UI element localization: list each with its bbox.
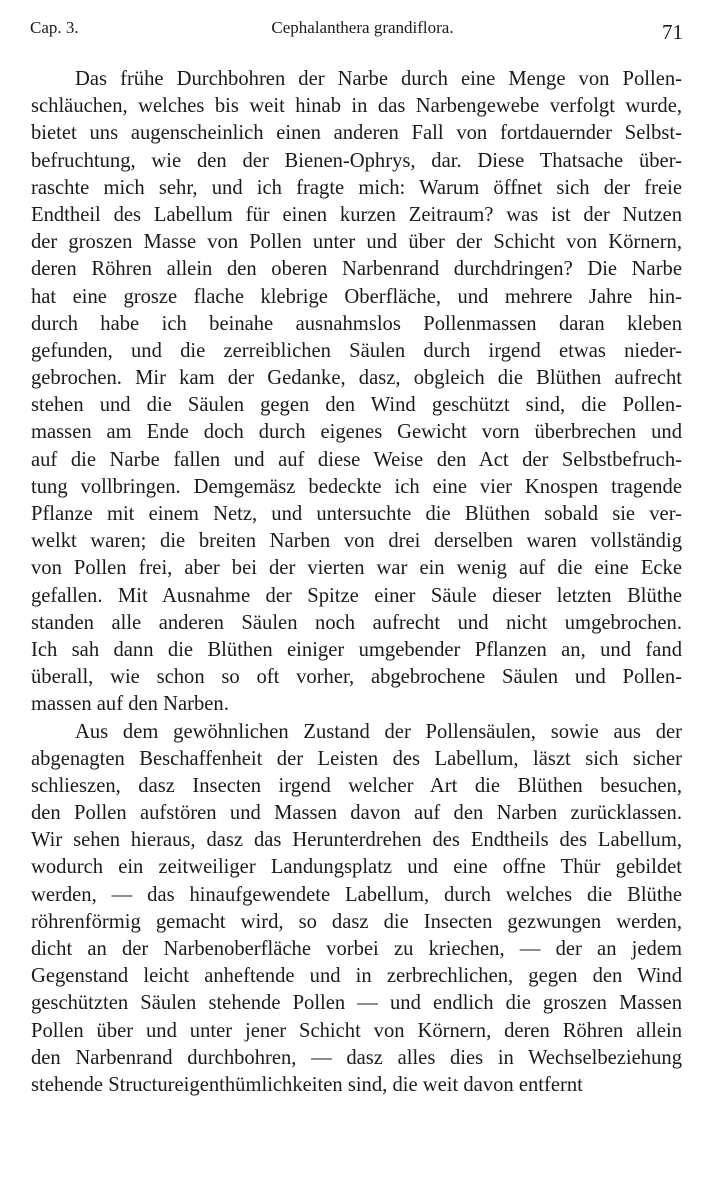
text-line: hat eine grosze flache klebrige Oberfläche, und mehrere Jahre hin-	[31, 285, 682, 308]
text-line: befruchtung, wie den der Bienen-Ophrys, dar. Diese Thatsache über-	[31, 149, 682, 172]
text-line: Wir sehen hieraus, dasz das Herunterdrehen des Endtheils des Labellum,	[31, 829, 682, 852]
paragraph	[31, 719, 682, 1100]
text-line: Das frühe Durchbohren der Narbe durch eine Menge von Pollen-	[75, 68, 682, 90]
text-line: wodurch ein zeitweiliger Landungsplatz und eine offne Thür gebildet	[31, 856, 682, 879]
text-line: auf die Narbe fallen und auf diese Weise den Act der Selbstbefruch-	[31, 448, 682, 471]
text-line: dicht an der Narbenoberfläche vorbei zu kriechen, — der an jedem	[31, 938, 682, 960]
text-line: überall, wie schon so oft vorher, abgebrochene Säulen und Pollen-	[31, 666, 682, 689]
text-line: gefallen. Mit Ausnahme der Spitze einer Säule dieser letzten Blüthe	[31, 584, 682, 607]
text-line: den Pollen aufstören und Massen davon auf den Narben zurücklassen.	[31, 802, 682, 825]
page-number: 71	[662, 20, 683, 44]
text-line: tung vollbringen. Demgemäsz bedeckte ich eine vier Knospen tragende	[31, 475, 682, 498]
text-line: massen am Ende doch durch eigenes Gewicht vorn überbrechen und	[31, 421, 682, 444]
text-line: Gegenstand leicht anheftende und in zerbrechlichen, gegen den Wind	[31, 965, 682, 988]
text-line: raschte mich sehr, und ich fragte mich: Warum öffnet sich der freie	[31, 176, 682, 199]
text-line: abgenagten Beschaffenheit der Leisten des Labellum, läszt sich sicher	[31, 747, 682, 770]
text-line: massen auf den Narben.	[31, 693, 229, 716]
paragraph	[31, 66, 682, 719]
text-line: standen alle anderen Säulen noch aufrecht und nicht umgebrochen.	[31, 611, 682, 634]
text-line: Pollen über und unter jener Schicht von Körnern, deren Röhren allein	[31, 1019, 682, 1042]
text-line: röhrenförmig gemacht wird, so dasz die Insecten gezwungen werden,	[31, 910, 682, 933]
running-head	[30, 16, 683, 44]
text-line: Aus dem gewöhnlichen Zustand der Pollensäulen, sowie aus der	[75, 720, 682, 743]
text-line: den Narbenrand durchbohren, — dasz alles dies in Wechselbeziehung	[31, 1046, 682, 1069]
text-line: gefunden, und die zerreiblichen Säulen durch irgend etwas nieder-	[31, 339, 682, 362]
text-line: geschützten Säulen stehende Pollen — und endlich die groszen Massen	[31, 992, 682, 1015]
running-title: Cephalanthera grandiflora.	[271, 18, 454, 37]
text-line: bietet uns augenscheinlich einen anderen Fall von fortdauernder Selbst-	[31, 122, 682, 145]
body-text	[31, 66, 682, 1099]
text-line: deren Röhren allein den oberen Narbenrand durchdringen? Die Narbe	[31, 258, 682, 281]
text-line: stehende Structureigenthümlichkeiten sind, die weit davon entfernt	[31, 1073, 583, 1096]
text-line: Pflanze mit einem Netz, und untersuchte die Blüthen sobald sie ver-	[31, 503, 682, 525]
text-line: schläuchen, welches bis weit hinab in das Narbengewebe verfolgt wurde,	[31, 95, 682, 118]
text-line: stehen und die Säulen gegen den Wind geschützt sind, die Pollen-	[31, 394, 682, 417]
text-line: welkt waren; die breiten Narben von drei derselben waren vollständig	[31, 530, 682, 553]
text-line: durch habe ich beinahe ausnahmslos Pollenmassen daran kleben	[31, 312, 682, 335]
text-line: gebrochen. Mir kam der Gedanke, dasz, obgleich die Blüthen aufrecht	[31, 367, 682, 390]
text-line: von Pollen frei, aber bei der vierten war ein wenig auf die eine Ecke	[31, 557, 682, 580]
text-line: schlieszen, dasz Insecten irgend welcher Art die Blüthen besuchen,	[31, 774, 682, 797]
text-line: der groszen Masse von Pollen unter und über der Schicht von Körnern,	[31, 231, 682, 254]
text-line: werden, — das hinaufgewendete Labellum, durch welches die Blüthe	[31, 883, 682, 906]
chapter-label: Cap. 3.	[30, 18, 79, 37]
text-line: Endtheil des Labellum für einen kurzen Zeitraum? was ist der Nutzen	[31, 203, 682, 226]
text-line: Ich sah dann die Blüthen einiger umgebender Pflanzen an, und fand	[31, 638, 682, 661]
